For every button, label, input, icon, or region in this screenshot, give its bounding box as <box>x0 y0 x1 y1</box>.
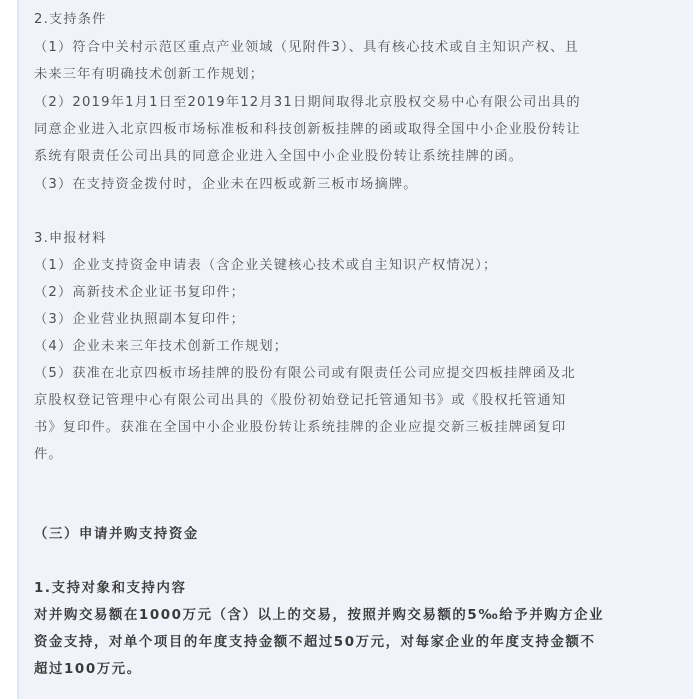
material-5-line-4: 件。 <box>34 447 63 462</box>
material-2: （2）高新技术企业证书复印件； <box>34 285 246 300</box>
condition-2-line-2: 同意企业进入北京四板市场标准板和科技创新板挂牌的函或取得全国中小企业股份转让 <box>34 122 581 137</box>
subsection-heading-support-target: 1.支持对象和支持内容 <box>34 581 187 596</box>
condition-1-line-1: （1）符合中关村示范区重点产业领域（见附件3）、具有核心技术或自主知识产权、且 <box>34 40 579 55</box>
material-5-line-1: （5）获准在北京四板市场挂牌的股份有限公司或有限责任公司应提交四板挂牌函及北 <box>34 366 576 381</box>
condition-3-line-1: （3）在支持资金拨付时，企业未在四板或新三板市场摘牌。 <box>34 177 418 192</box>
section-heading-materials: 3.申报材料 <box>34 231 107 246</box>
material-1: （1）企业支持资金申请表（含企业关键核心技术或自主知识产权情况）； <box>34 258 498 273</box>
material-5-line-3: 书》复印件。获准在全国中小企业股份转让系统挂牌的企业应提交新三板挂牌函复印 <box>34 420 567 435</box>
material-3: （3）企业营业执照副本复印件； <box>34 312 246 327</box>
section-heading-merger-support: （三）申请并购支持资金 <box>34 527 199 542</box>
support-content-line-2: 资金支持，对单个项目的年度支持金额不超过50万元，对每家企业的年度支持金额不 <box>34 635 596 650</box>
condition-2-line-3: 系统有限责任公司出具的同意企业进入全国中小企业股份转让系统挂牌的函。 <box>34 149 524 164</box>
support-content-line-3: 超过100万元。 <box>34 662 142 677</box>
condition-1-line-2: 未来三年有明确技术创新工作规划； <box>34 67 265 82</box>
condition-2-line-1: （2）2019年1月1日至2019年12月31日期间取得北京股权交易中心有限公司出具的 <box>34 95 581 110</box>
support-content-line-1: 对并购交易额在1000万元（含）以上的交易，按照并购交易额的5‰给予并购方企业 <box>34 608 605 623</box>
section-heading-conditions: 2.支持条件 <box>34 12 107 27</box>
material-5-line-2: 京股权登记管理中心有限公司出具的《股份初始登记托管通知书》或《股权托管通知 <box>34 393 567 408</box>
material-4: （4）企业未来三年技术创新工作规划； <box>34 339 289 354</box>
